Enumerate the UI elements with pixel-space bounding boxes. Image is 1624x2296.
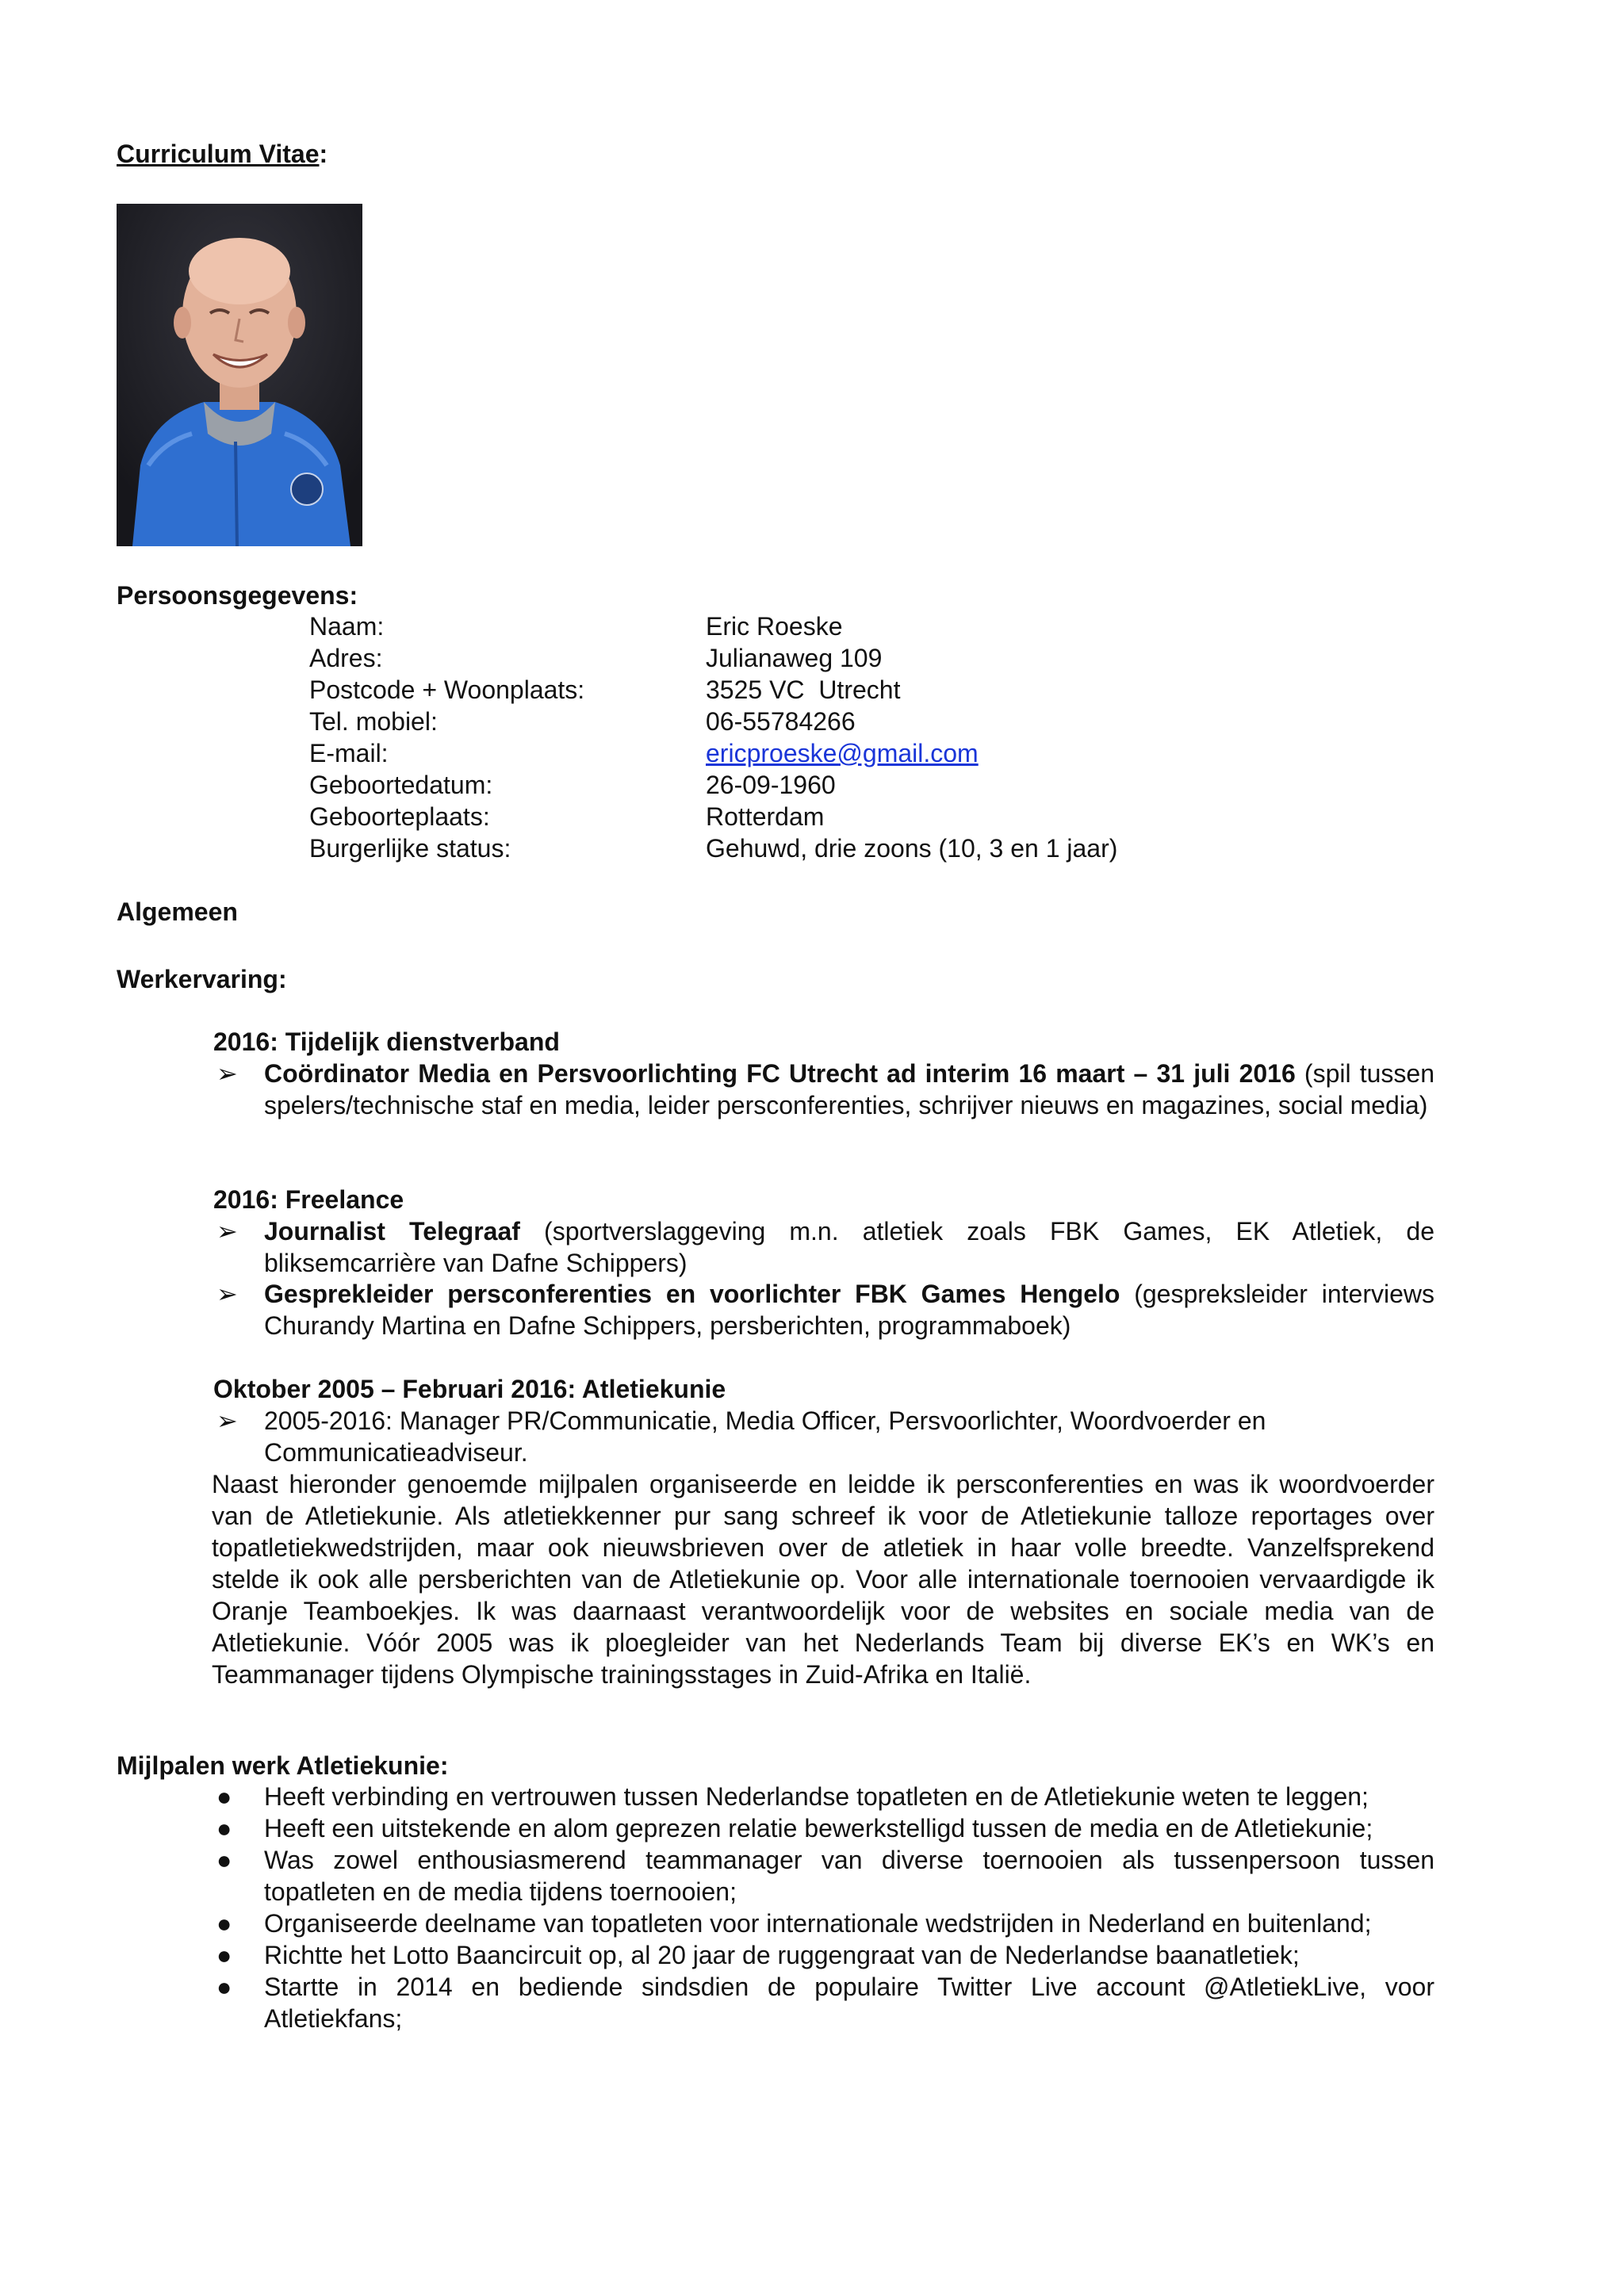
email-link[interactable]: ericproeske@gmail.com [706, 739, 979, 767]
job2-title: 2016: Freelance [213, 1185, 404, 1214]
list-item [213, 1844, 1434, 1908]
geboortedatum-label: Geboortedatum: [309, 771, 493, 799]
milestone-text: Heeft verbinding en vertrouwen tussen Nederlandse topatleten en de Atletiekunie weten te leggen; [264, 1782, 1369, 1811]
naam-label: Naam: [309, 612, 385, 641]
tel-value: 06-55784266 [706, 707, 856, 736]
job2-description-1: (sportverslaggeving m.n. atletiek zoals FBK Games, EK Atletiek, de bliksemcarrière van Dafne Schippers) [264, 1217, 1435, 1277]
job3-paragraph: Naast hieronder genoemde mijlpalen organiseerde en leidde ik persconferenties en was ik woordvoerder van de Atletiekunie. Als atletiekkenner pur sang schreef ik voor de Atletiekunie talloze reportages over topatletiekwedstrijden, maar ook nieuwsbrieven over de atletiek in haar volle breedte. Vanzelfsprekend stelde ik ook alle persberichten van de Atletiekunie op. Voor alle internationale toernooien vervaardigde ik Oranje Teamboekjes. Ik was daarnaast verantwoordelijk voor de websites en sociale media van de Atletiekunie. Vóór 2005 was ik ploegleider van het Nederlands Team bij diverse EK’s en WK’s en Teammanager tijdens Olympische trainingsstages in Zuid-Afrika en Italië. [212, 1470, 1434, 1689]
bullet-dot-icon: ● [216, 1941, 232, 1969]
list-item [213, 1781, 1434, 1812]
milestone-text: Richtte het Lotto Baancircuit op, al 20 jaar de ruggengraat van de Nederlandse baanatletiek; [264, 1941, 1300, 1969]
profile-photo [117, 204, 362, 546]
job2-role-2: Gesprekleider persconferenties en voorlichter FBK Games Hengelo [264, 1280, 1120, 1308]
milestone-text: Startte in 2014 en bediende sindsdien de populaire Twitter Live account @AtletiekLive, voor Atletiekfans; [264, 1973, 1434, 2033]
job2-item-2-text [264, 1278, 1434, 1341]
job1-item [213, 1058, 1434, 1121]
title-text: Curriculum Vitae [117, 140, 320, 168]
job2-role-1: Journalist Telegraaf [264, 1217, 520, 1246]
job1-item-text [264, 1058, 1434, 1121]
page-title [117, 138, 327, 170]
work-heading: Werkervaring: [117, 965, 287, 993]
general-heading: Algemeen [117, 897, 238, 926]
milestones-list [213, 1781, 1434, 2034]
adres-label: Adres: [309, 644, 383, 672]
bullet-dot-icon: ● [216, 1814, 232, 1843]
job1-role: Coördinator Media en Persvoorlichting FC Utrecht ad interim 16 maart – 31 juli 2016 [264, 1059, 1296, 1088]
email-label: E-mail: [309, 739, 389, 767]
job2-item-2 [213, 1278, 1434, 1341]
naam-value: Eric Roeske [706, 612, 843, 641]
postcode-value: 3525 VC Utrecht [706, 675, 901, 704]
list-item [213, 1908, 1434, 1939]
job3-item-text: 2005-2016: Manager PR/Communicatie, Media Officer, Persvoorlichter, Woordvoerder en Communicatieadviseur. [264, 1406, 1266, 1467]
milestone-text: Organiseerde deelname van topatleten voor internationale wedstrijden in Nederland en buitenland; [264, 1909, 1372, 1938]
bullet-dot-icon: ● [216, 1846, 232, 1874]
bullet-dot-icon: ● [216, 1973, 232, 2001]
arrow-bullet-icon: ➢ [216, 1406, 238, 1435]
job1-title: 2016: Tijdelijk dienstverband [213, 1027, 560, 1056]
job2-description-2: (gespreksleider interviews Churandy Martina en Dafne Schippers, persberichten, programmaboek) [264, 1280, 1434, 1340]
adres-value: Julianaweg 109 [706, 644, 883, 672]
milestone-text: Heeft een uitstekende en alom geprezen relatie bewerkstelligd tussen de media en de Atletiekunie; [264, 1814, 1373, 1843]
arrow-bullet-icon: ➢ [216, 1280, 238, 1308]
status-label: Burgerlijke status: [309, 834, 511, 863]
job2-item-1-text [264, 1215, 1434, 1279]
bullet-dot-icon: ● [216, 1909, 232, 1938]
job3-title: Oktober 2005 – Februari 2016: Atletiekunie [213, 1375, 726, 1403]
postcode-label: Postcode + Woonplaats: [309, 675, 585, 704]
job3-item [213, 1405, 1434, 1468]
job1-description: (spil tussen spelers/technische staf en media, leider persconferenties, schrijver nieuws en magazines, social media) [264, 1059, 1435, 1119]
profile-photo-illustration [117, 204, 362, 546]
tel-label: Tel. mobiel: [309, 707, 438, 736]
arrow-bullet-icon: ➢ [216, 1217, 238, 1246]
milestones-heading: Mijlpalen werk Atletiekunie: [117, 1751, 449, 1780]
status-value: Gehuwd, drie zoons (10, 3 en 1 jaar) [706, 834, 1118, 863]
geboortedatum-value: 26-09-1960 [706, 771, 836, 799]
list-item [213, 1971, 1434, 2034]
milestone-text: Was zowel enthousiasmerend teammanager van diverse toernooien als tussenpersoon tussen topatleten en de media tijdens toernooien; [264, 1846, 1434, 1906]
list-item [213, 1812, 1434, 1844]
arrow-bullet-icon: ➢ [216, 1059, 238, 1088]
personal-heading: Persoonsgegevens: [117, 581, 358, 610]
job2-item-1 [213, 1215, 1434, 1279]
bullet-dot-icon: ● [216, 1782, 232, 1811]
geboorteplaats-value: Rotterdam [706, 802, 825, 831]
list-item [213, 1939, 1434, 1971]
geboorteplaats-label: Geboorteplaats: [309, 802, 490, 831]
title-colon: : [319, 140, 328, 168]
